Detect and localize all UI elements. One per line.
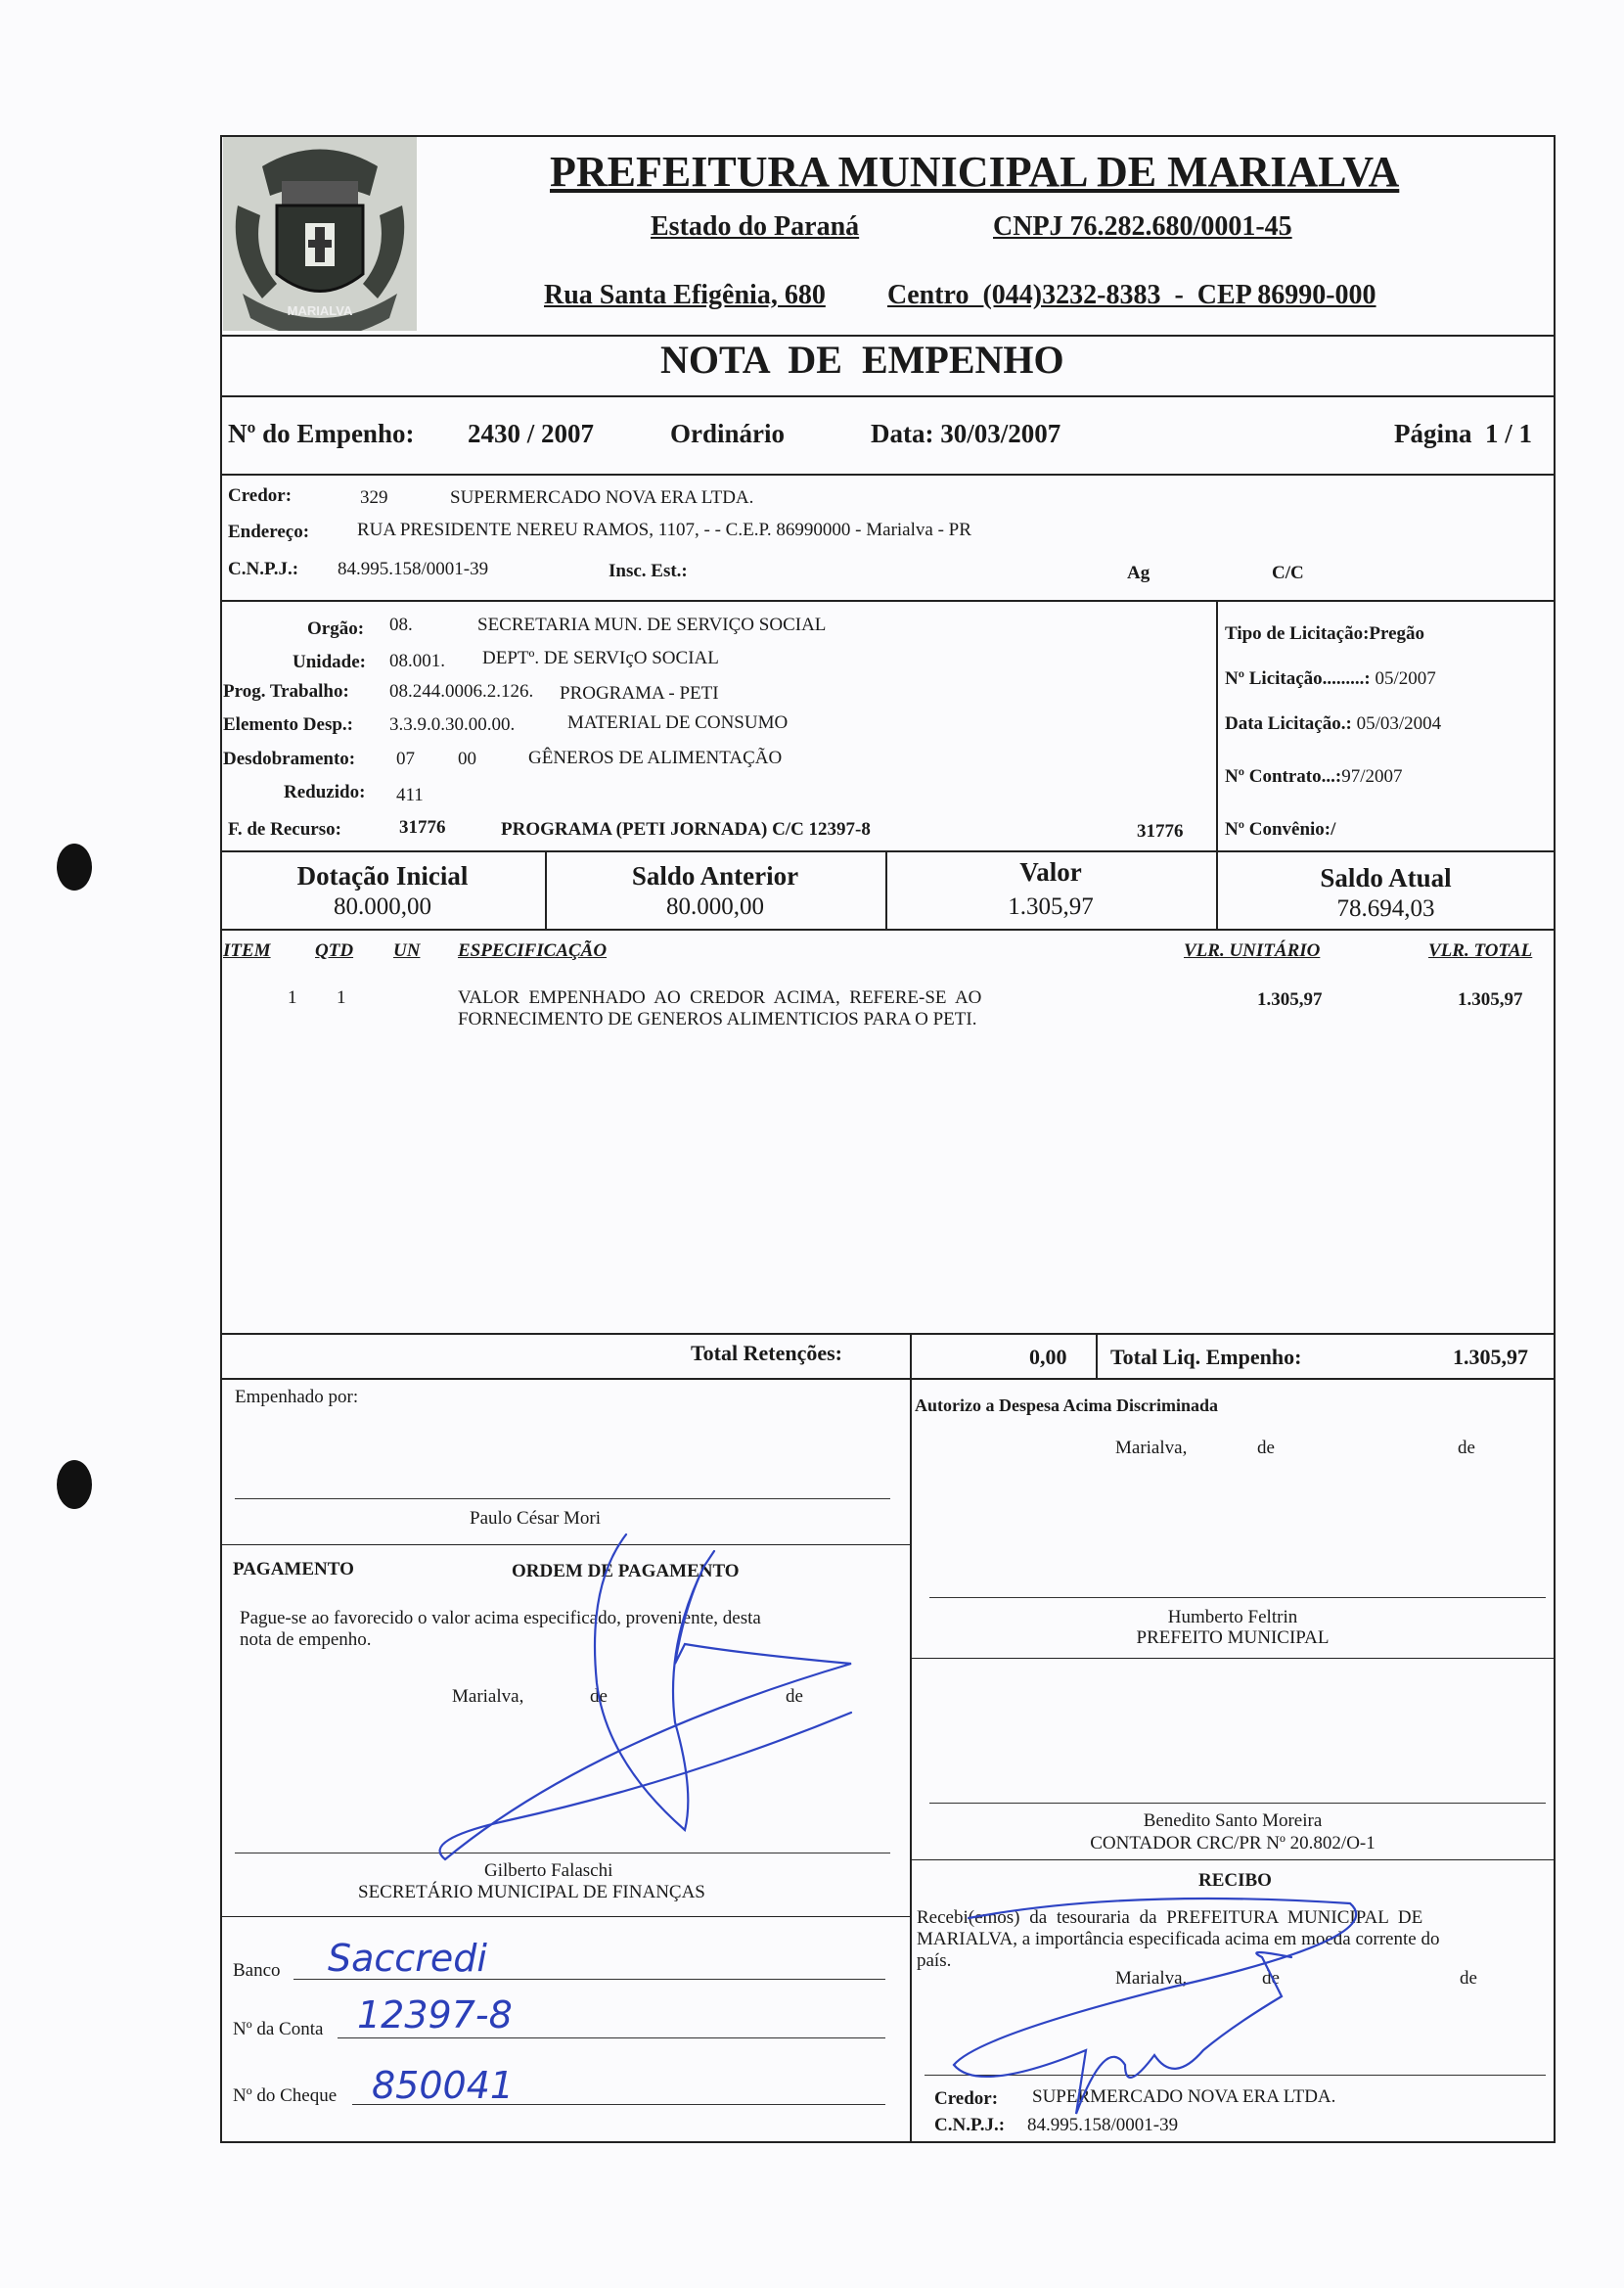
credor-label: Credor:: [228, 485, 293, 506]
recurso-code: 31776: [399, 817, 446, 838]
recibo-place: Marialva,: [1115, 1968, 1188, 1989]
autorizo-de1: de: [1257, 1438, 1275, 1458]
desdobramento-code1: 07: [396, 749, 415, 769]
unidade-name: DEPTº. DE SERVIçO SOCIAL: [482, 648, 719, 668]
orgao-label: Orgão:: [307, 618, 365, 639]
empenho-number: 2430 / 2007: [468, 419, 595, 448]
insc-est-label: Insc. Est.:: [609, 561, 688, 581]
autorizo-label: Autorizo a Despesa Acima Discriminada: [915, 1396, 1218, 1415]
item-qtd: 1: [337, 987, 346, 1008]
col-header-spec: ESPECIFICAÇÃO: [458, 940, 608, 961]
seal-banner-text: MARIALVA: [287, 303, 353, 318]
col-header-unit-value: VLR. UNITÁRIO: [1184, 940, 1321, 961]
total-liq-value: 1.305,97: [1453, 1345, 1528, 1369]
item-number: 1: [288, 987, 297, 1008]
col-header-item: ITEM: [223, 940, 271, 961]
credor-code: 329: [360, 487, 388, 508]
credor-name: SUPERMERCADO NOVA ERA LTDA.: [450, 487, 754, 508]
orgao-code: 08.: [389, 615, 413, 635]
credor-cnpj: 84.995.158/0001-39: [338, 559, 489, 579]
state-label: Estado do Paraná: [651, 211, 860, 242]
pagamento-place: Marialva,: [452, 1686, 524, 1707]
valor-value: 1.305,97: [1008, 893, 1094, 920]
cheque-label: Nº do Cheque: [233, 2085, 338, 2106]
secretario-signature: [440, 1534, 851, 1859]
saldo-atual-label: Saldo Atual: [1320, 863, 1452, 892]
elemento-code: 3.3.9.0.30.00.00.: [389, 714, 516, 735]
cheque-value: 850041: [372, 2064, 515, 2107]
item-spec-line2: FORNECIMENTO DE GENEROS ALIMENTICIOS PARA O PETI.: [458, 1009, 977, 1030]
col-header-total-value: VLR. TOTAL: [1428, 940, 1533, 961]
item-spec-line1: VALOR EMPENHADO AO CREDOR ACIMA, REFERE-SE AO: [458, 987, 982, 1008]
banco-value: Saccredi: [328, 1937, 487, 1980]
pagamento-label: PAGAMENTO: [233, 1559, 354, 1579]
recibo-line3: país.: [917, 1950, 952, 1971]
elemento-label: Elemento Desp.:: [223, 714, 353, 735]
secretario-name: Gilberto Falaschi: [484, 1860, 613, 1881]
document-title: NOTA DE EMPENHO: [660, 338, 1064, 382]
prog-trabalho-label: Prog. Trabalho:: [223, 681, 349, 702]
saldo-atual-value: 78.694,03: [1336, 895, 1435, 922]
recibo-credor-label: Credor:: [934, 2088, 999, 2109]
autorizo-place: Marialva,: [1115, 1438, 1188, 1458]
saldo-anterior-label: Saldo Anterior: [631, 861, 799, 891]
col-header-un: UN: [393, 940, 421, 961]
retencoes-label: Total Retenções:: [691, 1341, 842, 1365]
empenhado-label: Empenhado por:: [235, 1387, 359, 1407]
pagamento-de2: de: [786, 1686, 803, 1707]
valor-label: Valor: [1019, 857, 1082, 887]
prog-trabalho-code: 08.244.0006.2.126.: [389, 681, 534, 702]
licitacao-convenio: Nº Convênio:/: [1225, 819, 1336, 840]
empenho-type: Ordinário: [670, 419, 786, 448]
conta-value: 12397-8: [357, 1993, 513, 2036]
conta-label: Nº da Conta: [233, 2019, 324, 2039]
recibo-title: RECIBO: [1198, 1870, 1272, 1891]
pagamento-text-line2: nota de empenho.: [240, 1629, 372, 1650]
ordem-pagamento-label: ORDEM DE PAGAMENTO: [512, 1561, 740, 1581]
address-street: Rua Santa Efigênia, 680: [544, 280, 826, 310]
recurso-name: PROGRAMA (PETI JORNADA) C/C 12397-8: [501, 819, 871, 840]
empenho-date: Data: 30/03/2007: [871, 419, 1061, 448]
empenho-number-label: Nº do Empenho:: [228, 419, 415, 448]
total-liq-label: Total Liq. Empenho:: [1110, 1345, 1302, 1369]
cnpj-label: CNPJ 76.282.680/0001-45: [993, 211, 1292, 242]
autorizo-de2: de: [1458, 1438, 1475, 1458]
prefeito-name: Humberto Feltrin: [1167, 1607, 1298, 1627]
cc-label: C/C: [1272, 563, 1304, 583]
unidade-code: 08.001.: [389, 651, 445, 671]
unidade-label: Unidade:: [293, 652, 366, 672]
col-header-qtd: QTD: [315, 940, 354, 961]
recibo-de1: de: [1262, 1968, 1280, 1989]
licitacao-data-label: Data Licitação.:: [1225, 713, 1352, 734]
retencoes-value: 0,00: [1029, 1345, 1067, 1369]
prefeito-role: PREFEITO MUNICIPAL: [1136, 1627, 1330, 1648]
recibo-cnpj-label: C.N.P.J.:: [934, 2115, 1006, 2135]
banco-label: Banco: [233, 1960, 281, 1981]
page-title: PREFEITURA MUNICIPAL DE MARIALVA: [550, 148, 1400, 196]
recibo-line2: MARIALVA, a importância especificada acima em moeda corrente do: [917, 1929, 1440, 1949]
recibo-line1: Recebi(emos) da tesouraria da PREFEITURA MUNICIPAL DE: [917, 1907, 1423, 1928]
elemento-name: MATERIAL DE CONSUMO: [567, 712, 789, 733]
licitacao-numero-value: 05/2007: [1375, 668, 1436, 689]
contador-role: CONTADOR CRC/PR Nº 20.802/O-1: [1090, 1833, 1376, 1853]
desdobramento-label: Desdobramento:: [223, 749, 356, 769]
desdobramento-code2: 00: [458, 749, 476, 769]
recibo-credor: SUPERMERCADO NOVA ERA LTDA.: [1032, 2086, 1336, 2107]
contador-name: Benedito Santo Moreira: [1143, 1810, 1323, 1831]
recurso-code-right: 31776: [1137, 821, 1184, 842]
dotacao-label: Dotação Inicial: [296, 861, 469, 891]
credor-cnpj-label: C.N.P.J.:: [228, 559, 299, 579]
empenhado-signer: Paulo César Mori: [470, 1508, 602, 1529]
recibo-de2: de: [1460, 1968, 1477, 1989]
pagamento-text-line1: Pague-se ao favorecido o valor acima especificado, proveniente, desta: [240, 1608, 761, 1628]
reduzido-label: Reduzido:: [284, 782, 366, 802]
address-contact: Centro (044)3232-8383 - CEP 86990-000: [887, 280, 1376, 310]
licitacao-data-value: 05/03/2004: [1356, 713, 1442, 734]
licitacao-contrato-label: Nº Contrato...:: [1225, 766, 1342, 787]
ag-label: Ag: [1127, 563, 1150, 583]
address-label: Endereço:: [228, 522, 310, 542]
licitacao-numero-label: Nº Licitação.........:: [1225, 668, 1371, 689]
credor-address: RUA PRESIDENTE NEREU RAMOS, 1107, - - C.E.P. 86990000 - Marialva - PR: [357, 520, 971, 540]
desdobramento-name: GÊNEROS DE ALIMENTAÇÃO: [528, 748, 783, 768]
licitacao-tipo: Tipo de Licitação:Pregão: [1225, 623, 1425, 644]
licitacao-contrato-value: 97/2007: [1341, 766, 1403, 787]
saldo-anterior-value: 80.000,00: [666, 893, 764, 920]
recurso-label: F. de Recurso:: [228, 819, 341, 840]
pagamento-de1: de: [590, 1686, 608, 1707]
prog-trabalho-name: PROGRAMA - PETI: [560, 683, 719, 704]
recibo-signature: [954, 1899, 1356, 2114]
recibo-cnpj: 84.995.158/0001-39: [1027, 2115, 1179, 2135]
dotacao-value: 80.000,00: [334, 893, 431, 920]
reduzido-value: 411: [396, 785, 424, 805]
orgao-name: SECRETARIA MUN. DE SERVIÇO SOCIAL: [477, 615, 827, 635]
item-unit-value: 1.305,97: [1257, 989, 1323, 1010]
item-total-value: 1.305,97: [1458, 989, 1523, 1010]
page-number: Página 1 / 1: [1394, 419, 1533, 448]
secretario-role: SECRETÁRIO MUNICIPAL DE FINANÇAS: [358, 1882, 705, 1902]
